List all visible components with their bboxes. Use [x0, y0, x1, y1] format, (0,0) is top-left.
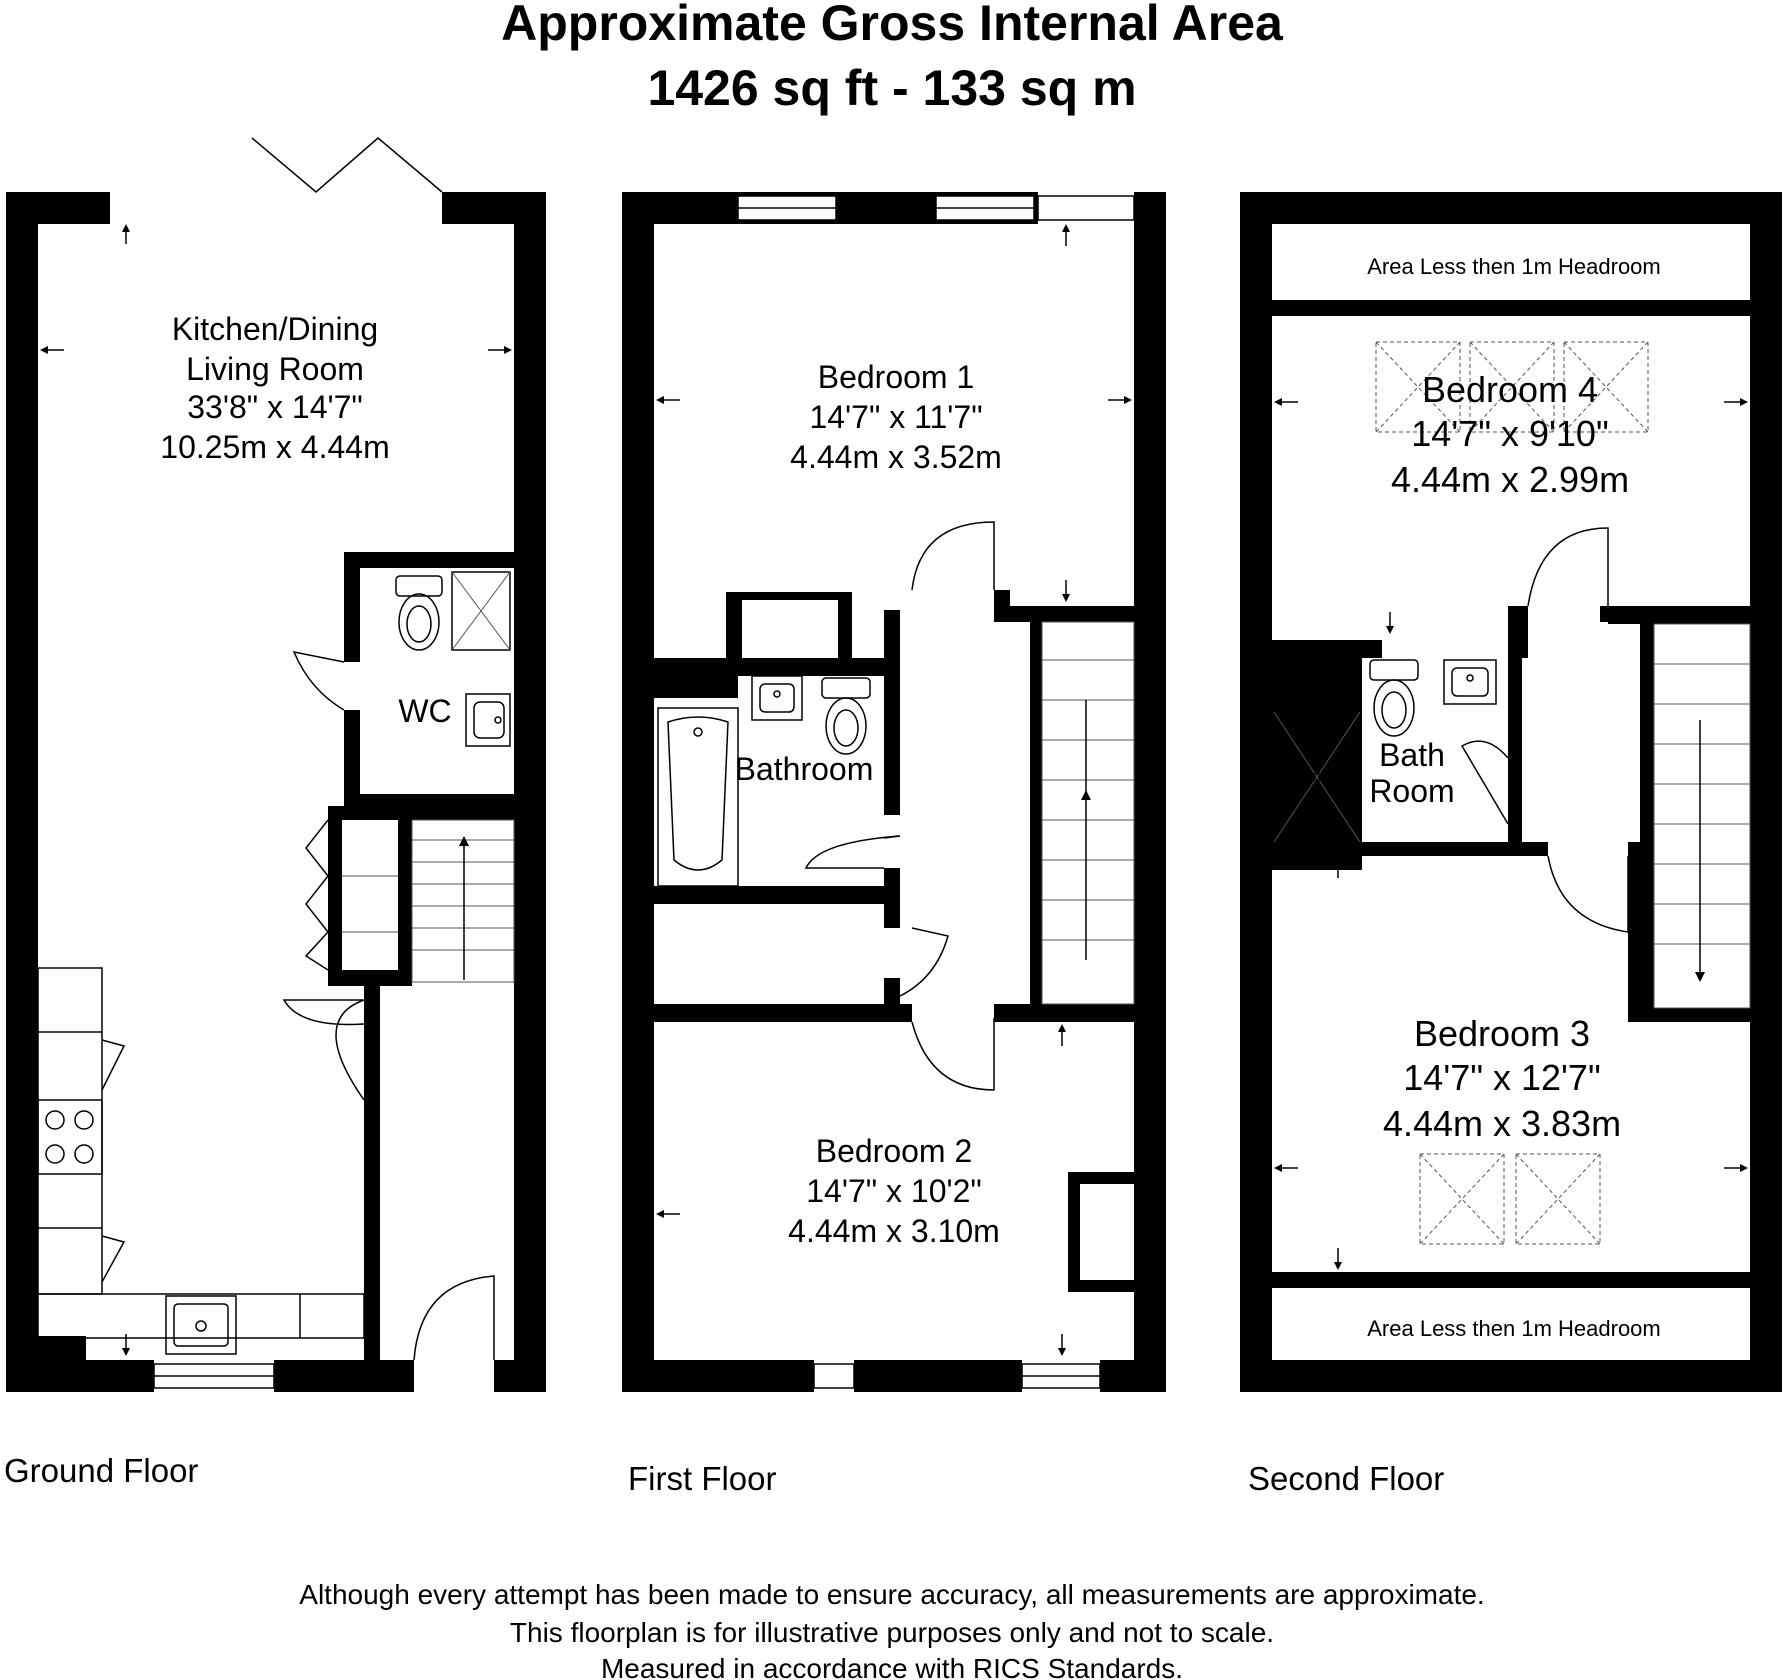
- bathroom-label: Bathroom: [734, 751, 874, 787]
- first-floor-stairs-icon: [1042, 622, 1134, 1004]
- disclaimer-line2: This floorplan is for illustrative purposes only and not to scale.: [509, 1617, 1275, 1648]
- second-floor-stairs-icon: [1654, 624, 1750, 1008]
- headroom-bottom-label: Area Less then 1m Headroom: [1367, 1316, 1661, 1341]
- bath-room-basin-icon: [1444, 660, 1496, 704]
- bathroom-basin-icon: [752, 676, 802, 720]
- bedroom3-name: Bedroom 3: [1413, 1013, 1591, 1054]
- bedroom3-dimensions-metric: 4.44m x 3.83m: [1382, 1103, 1622, 1144]
- bedroom4-dimensions-imperial: 14'7" x 9'10": [1411, 413, 1609, 454]
- disclaimer-line1: Although every attempt has been made to ensure accuracy, all measurements are approximate.: [299, 1579, 1485, 1610]
- plan-total-area: 1426 sq ft - 133 sq m: [647, 60, 1137, 116]
- wc-toilet-icon: [396, 576, 442, 650]
- kitchen-name-line1: Kitchen/Dining: [171, 311, 379, 347]
- bedroom1-dimensions-metric: 4.44m x 3.52m: [790, 439, 1002, 475]
- first-floor-plan: [622, 192, 1166, 1392]
- wc-shower-icon: [452, 572, 510, 650]
- ground-floor-label: Ground Floor: [4, 1452, 199, 1489]
- first-floor-label: First Floor: [628, 1460, 777, 1497]
- bedroom1-dimensions-imperial: 14'7" x 11'7": [809, 399, 983, 435]
- bedroom4-dimensions-metric: 4.44m x 2.99m: [1390, 459, 1630, 500]
- wc-label: WC: [398, 693, 452, 729]
- plan-title: Approximate Gross Internal Area: [501, 0, 1283, 51]
- disclaimer-line3: Measured in accordance with RICS Standards.: [600, 1653, 1184, 1680]
- kitchen-dimensions-imperial: 33'8" x 14'7": [187, 389, 363, 425]
- second-floor-label: Second Floor: [1248, 1460, 1445, 1497]
- bath-room-label-line1: Bath: [1379, 737, 1445, 773]
- ground-floor-plan: [6, 138, 546, 1392]
- bedroom4-name: Bedroom 4: [1421, 369, 1599, 410]
- bathroom-toilet-icon: [822, 678, 870, 754]
- headroom-top-label: Area Less then 1m Headroom: [1367, 254, 1661, 279]
- kitchen-name-line2: Living Room: [186, 351, 364, 387]
- bath-room-toilet-icon: [1370, 660, 1418, 736]
- bedroom1-name: Bedroom 1: [817, 359, 975, 395]
- bath-tub-icon: [658, 708, 738, 886]
- bedroom2-name: Bedroom 2: [815, 1133, 973, 1169]
- hob-icon: [38, 1100, 102, 1174]
- kitchen-units-icon: [38, 968, 364, 1338]
- ground-stairs-icon: [412, 820, 514, 982]
- kitchen-sink-icon: [166, 1296, 236, 1354]
- kitchen-dimensions-metric: 10.25m x 4.44m: [160, 429, 390, 465]
- wc-basin-icon: [466, 694, 510, 746]
- bedroom3-skylights-icon: [1420, 1154, 1600, 1244]
- bedroom2-dimensions-metric: 4.44m x 3.10m: [788, 1213, 1000, 1249]
- bedroom3-dimensions-imperial: 14'7" x 12'7": [1403, 1057, 1601, 1098]
- bedroom2-dimensions-imperial: 14'7" x 10'2": [806, 1173, 982, 1209]
- bath-room-label-line2: Room: [1369, 773, 1455, 809]
- second-floor-plan: [1240, 192, 1782, 1392]
